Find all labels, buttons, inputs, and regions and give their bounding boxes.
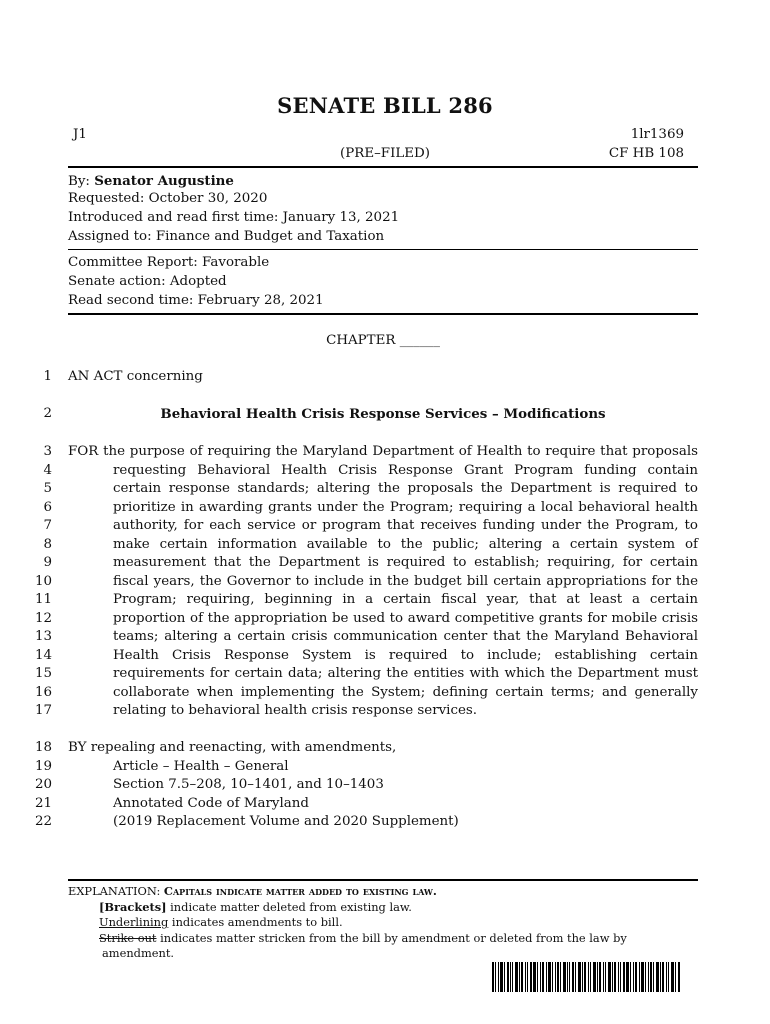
article-ref: Article – Health – General	[113, 758, 289, 774]
code-ref: Annotated Code of Maryland	[113, 795, 309, 811]
strike-desc: indicates matter stricken from the bill by amendment or deleted from the law by	[156, 930, 627, 945]
purpose-line: collaborate when implementing the System; defining certain terms; and generally	[113, 684, 698, 700]
sponsor-name: Senator Augustine	[94, 173, 234, 189]
barcode-image	[492, 962, 680, 992]
strike-word: Strike out	[99, 930, 157, 945]
committee-report: Committee Report: Favorable	[68, 255, 270, 270]
purpose-line: prioritize in awarding grants under the Program; requiring a local behavioral health	[113, 499, 698, 515]
explanation-label: EXPLANATION:	[68, 884, 161, 898]
chapter-label: CHAPTER ______	[326, 333, 440, 348]
purpose-line: FOR the purpose of requiring the Maryland Department of Health to require that proposals	[68, 444, 698, 459]
assigned-committee: Assigned to: Finance and Budget and Taxation	[68, 229, 385, 244]
sponsor-by-label: By:	[68, 174, 90, 189]
bill-title: SENATE BILL 286	[277, 93, 493, 118]
line-number: 6	[43, 499, 52, 515]
purpose-line: requesting Behavioral Health Crisis Response Grant Program funding contain	[113, 462, 698, 478]
line-number: 12	[34, 610, 52, 626]
line-number: 9	[43, 555, 52, 570]
footer-rule	[68, 879, 698, 881]
purpose-line: certain response standards; altering the proposals the Department is required to	[113, 481, 698, 496]
line-number: 3	[43, 444, 52, 459]
line-number: 18	[34, 740, 52, 755]
explanation-brackets	[68, 900, 708, 916]
line-number: 14	[34, 647, 52, 663]
second-reading: Read second time: February 28, 2021	[68, 293, 324, 308]
explanation-heading	[68, 884, 708, 900]
committee-rule	[68, 313, 698, 315]
line-number: 10	[34, 573, 52, 589]
sponsor-rule	[68, 249, 698, 250]
volume-ref: (2019 Replacement Volume and 2020 Supplement)	[113, 814, 459, 829]
underline-word: Underlining	[99, 915, 169, 930]
purpose-line: measurement that the Department is required to establish; requiring, for certain	[113, 555, 698, 570]
line-number: 15	[34, 666, 52, 681]
line-number: 5	[43, 481, 52, 496]
line-number: 20	[34, 777, 52, 792]
act-concerning: AN ACT concerning	[68, 369, 203, 384]
purpose-line: relating to behavioral health crisis response services.	[113, 703, 477, 718]
line-number: 4	[43, 462, 52, 478]
explanation-underline	[68, 915, 708, 931]
subject-code: J1	[73, 127, 87, 142]
line-number: 1	[43, 369, 52, 384]
line-number: 21	[34, 795, 52, 811]
header-rule	[68, 166, 698, 168]
line-number: 13	[34, 629, 52, 644]
line-number: 8	[43, 536, 52, 552]
line-number: 17	[34, 703, 52, 718]
brackets-word: [Brackets]	[99, 899, 167, 914]
line-number: 16	[34, 684, 52, 700]
explanation-caps: Capitals indicate matter added to existing law.	[163, 884, 437, 898]
prefiled-label: (PRE–FILED)	[340, 146, 430, 161]
bill-subject: Behavioral Health Crisis Response Services – Modifications	[160, 406, 606, 422]
line-number: 22	[34, 814, 52, 829]
line-number: 7	[43, 518, 52, 533]
explanation-block	[68, 884, 708, 962]
by-repealing: BY repealing and reenacting, with amendments,	[68, 740, 397, 755]
purpose-line: requirements for certain data; altering the entities with which the Department must	[113, 666, 698, 681]
underline-desc: indicates amendments to bill.	[168, 915, 343, 930]
purpose-line: authority, for each service or program that receives funding under the Program, to	[113, 518, 698, 533]
sponsor-line	[68, 172, 234, 192]
purpose-line: Health Crisis Response System is required to include; establishing certain	[113, 647, 698, 663]
line-number: 19	[34, 758, 52, 774]
senate-action: Senate action: Adopted	[68, 274, 227, 289]
explanation-strike	[68, 931, 708, 947]
section-ref: Section 7.5–208, 10–1401, and 10–1403	[113, 777, 384, 792]
brackets-desc: indicate matter deleted from existing law.	[166, 899, 412, 914]
cross-file-label: CF HB 108	[608, 146, 684, 161]
strike-desc-cont: amendment.	[102, 946, 175, 961]
purpose-line: fiscal years, the Governor to include in the budget bill certain appropriations for the	[113, 573, 698, 589]
purpose-line: teams; altering a certain crisis communication center that the Maryland Behavioral	[113, 629, 698, 644]
bill-draft-code: 1lr1369	[630, 127, 684, 142]
purpose-line: Program; requiring, beginning in a certain fiscal year, that at least a certain	[113, 592, 698, 607]
purpose-line: make certain information available to the public; altering a certain system of	[113, 536, 698, 552]
introduced-date: Introduced and read first time: January 13, 2021	[68, 210, 400, 225]
line-number: 2	[43, 406, 52, 421]
line-number: 11	[34, 592, 52, 607]
requested-date: Requested: October 30, 2020	[68, 191, 268, 206]
purpose-line: proportion of the appropriation be used to award competitive grants for mobile crisis	[113, 610, 698, 626]
